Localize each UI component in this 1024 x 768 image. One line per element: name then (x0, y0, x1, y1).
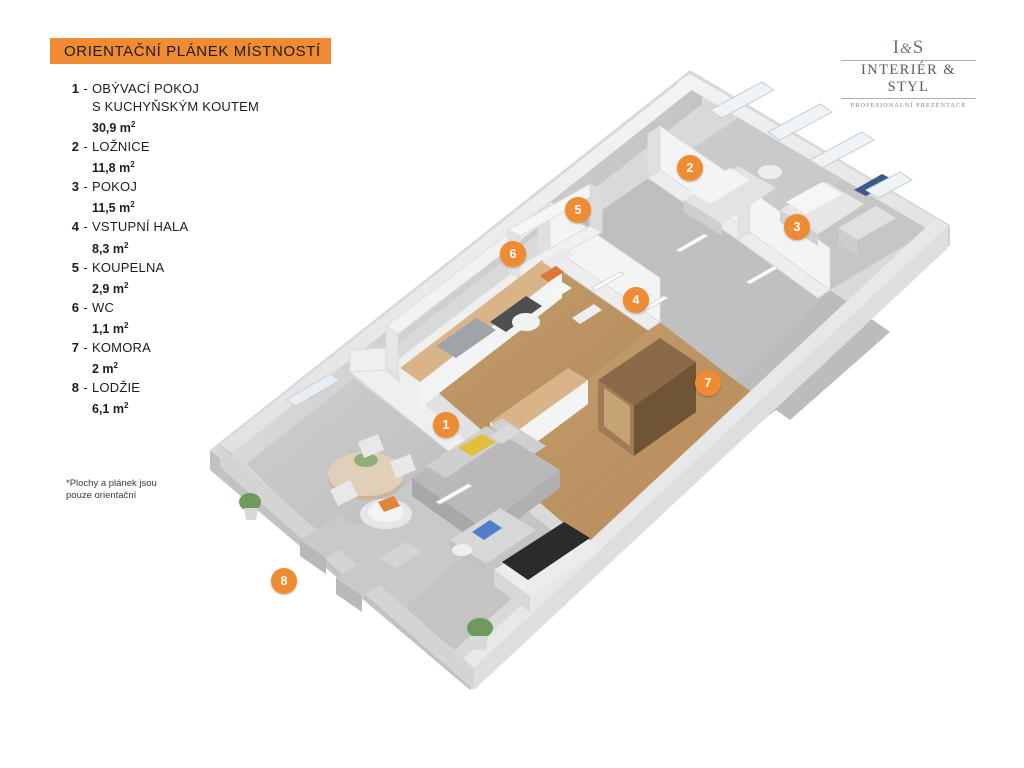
legend-item-area: 8,3 $m^2$ (92, 240, 129, 256)
legend-item-dash: - (83, 339, 88, 355)
legend-item-name: LODŽIE (92, 380, 141, 396)
floorplan-svg (190, 50, 980, 730)
legend-item-area: 30,9 $m^2$ (92, 120, 136, 136)
legend-item-area: 6,1 $m^2$ (92, 401, 129, 417)
legend-item-number: 5 (71, 259, 79, 275)
legend-item-number: 6 (71, 299, 79, 315)
legend-item-dash: - (83, 81, 88, 96)
legend-item-name: KOUPELNA (92, 259, 165, 275)
legend-item-name: KOMORA (92, 339, 151, 355)
room-marker-5[interactable]: 5 (565, 197, 591, 223)
legend-item-area: 2,9 $m^2$ (92, 280, 129, 296)
legend-item-name-line2: S KUCHYŇSKÝM KOUTEM (92, 99, 260, 114)
legend-item-name: OBÝVACÍ POKOJ (92, 81, 200, 96)
legend-item-name: POKOJ (92, 179, 138, 195)
footnote-line-2: pouze orientační (66, 490, 137, 501)
legend-item-dash: - (83, 299, 88, 315)
room-marker-6[interactable]: 6 (500, 241, 526, 267)
logo-tagline: PROFESIONÁLNÍ PREZENTACE (850, 102, 967, 109)
legend-item-name: WC (92, 299, 115, 315)
floorplan-3d (190, 50, 980, 730)
legend-item-dash: - (83, 179, 88, 195)
legend-item-area: 1,1 $m^2$ (92, 320, 129, 336)
legend-item-dash: - (83, 380, 88, 396)
legend-item-dash: - (83, 219, 88, 235)
room-marker-1[interactable]: 1 (433, 412, 459, 438)
legend-item-number: 4 (71, 219, 79, 235)
legend-item-area: 11,5 $m^2$ (92, 200, 135, 216)
legend-item-number: 3 (71, 179, 79, 195)
legend-item-number: 8 (71, 380, 79, 396)
footnote-line-1: *Plochy a plánek jsou (66, 478, 157, 489)
logo-monogram: I&S (892, 37, 925, 58)
room-marker-2[interactable]: 2 (677, 155, 703, 181)
legend-item-name: VSTUPNÍ HALA (92, 219, 189, 235)
legend-item-number: 7 (71, 339, 79, 355)
legend-item-area: 2 $m^2$ (92, 360, 118, 377)
legend-item-name: LOŽNICE (92, 139, 150, 155)
room-marker-8[interactable]: 8 (271, 568, 297, 594)
room-marker-7[interactable]: 7 (695, 370, 721, 396)
room-marker-4[interactable]: 4 (623, 287, 649, 313)
legend-item-number: 2 (71, 139, 79, 155)
legend-item-dash: - (83, 139, 88, 155)
room-marker-3[interactable]: 3 (784, 214, 810, 240)
legend-item-dash: - (83, 259, 88, 275)
legend-item-area: 11,8 $m^2$ (92, 160, 135, 176)
page-title: ORIENTAČNÍ PLÁNEK MÍSTNOSTÍ (64, 42, 321, 60)
logo-brand-name: INTERIÉR & STYL (841, 60, 976, 99)
legend-item-number: 1 (71, 81, 79, 96)
